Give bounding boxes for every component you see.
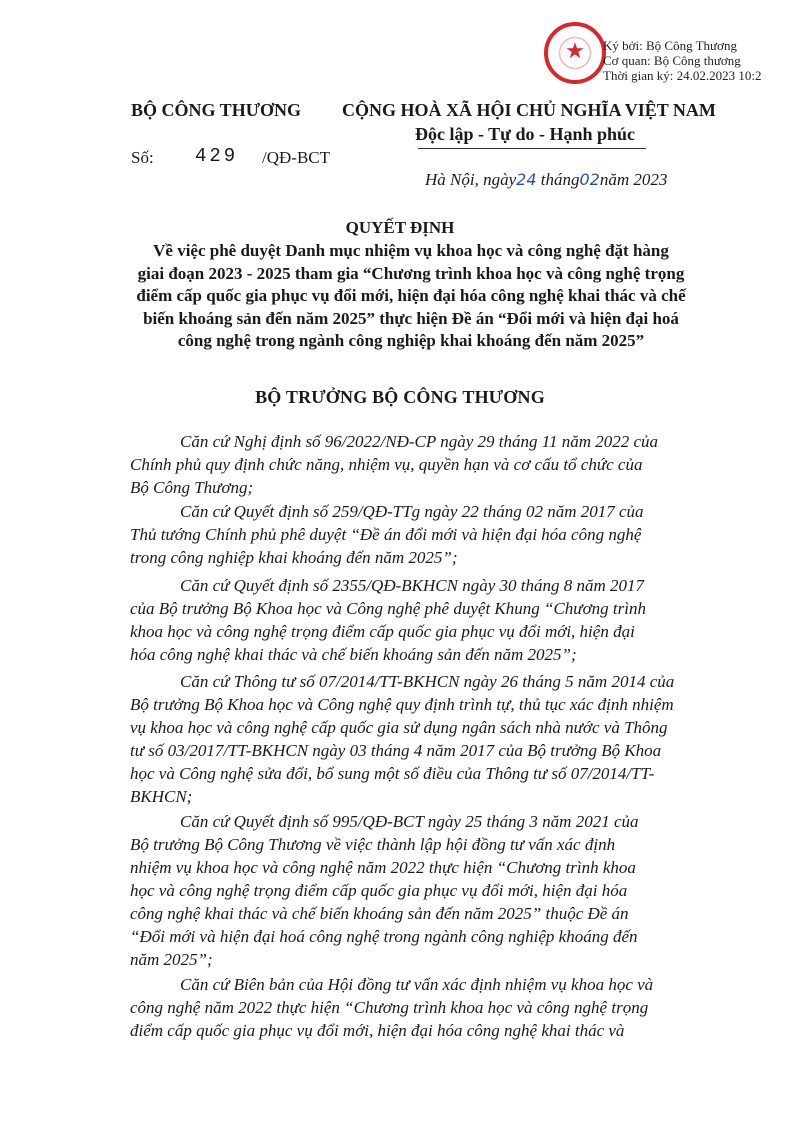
- paragraph-line: Bộ trưởng Bộ Công Thương về việc thành lập hội đồng tư vấn xác định: [130, 835, 616, 854]
- subject-line: biến khoáng sản đến năm 2025” thực hiện Đề án “Đổi mới và hiện đại hoá: [143, 308, 679, 328]
- date-day: 24: [516, 170, 537, 189]
- paragraph-line: của Bộ trưởng Bộ Khoa học và Công nghệ phê duyệt Khung “Chương trình: [130, 599, 646, 618]
- paragraph-first-line: Căn cứ Quyết định số 259/QĐ-TTg ngày 22 tháng 02 năm 2017 của: [180, 502, 644, 521]
- signature-agency: Cơ quan: Bộ Công thương: [603, 53, 741, 68]
- paragraph-first-line: Căn cứ Quyết định số 995/QĐ-BCT ngày 25 tháng 3 năm 2021 của: [180, 812, 639, 831]
- paragraph-line: “Đổi mới và hiện đại hoá công nghệ trong ngành công nghiệp khoáng đến: [130, 927, 638, 946]
- subject-line: công nghệ trong ngành công nghiệp khai khoáng đến năm 2025”: [177, 331, 645, 350]
- paragraph-line: Bộ Công Thương;: [130, 478, 254, 497]
- decision-title: QUYẾT ĐỊNH: [345, 218, 455, 237]
- paragraph-line: điểm cấp quốc gia phục vụ đổi mới, hiện đại hóa công nghệ khai thác và: [130, 1021, 625, 1040]
- paragraph-first-line: Căn cứ Thông tư số 07/2014/TT-BKHCN ngày 26 tháng 5 năm 2014 của: [180, 672, 675, 691]
- paragraph-line: năm 2025”;: [130, 950, 213, 969]
- paragraph-line: hóa công nghệ khai thác và chế biến khoáng sản đến năm 2025”;: [130, 645, 577, 664]
- paragraph-line: khoa học và công nghệ trọng điểm cấp quốc gia phục vụ đổi mới, hiện đại: [130, 622, 635, 641]
- paragraph-line: Chính phủ quy định chức năng, nhiệm vụ, quyền hạn và cơ cấu tổ chức của: [130, 455, 643, 474]
- document-number-label: Số:: [131, 148, 154, 167]
- signature-signed-by: Ký bởi: Bộ Công Thương: [603, 38, 737, 53]
- paragraph-line: nhiệm vụ khoa học và công nghệ năm 2022 thực hiện “Chương trình khoa: [130, 858, 636, 877]
- paragraph-line: trong công nghiệp khai khoáng đến năm 2025”;: [130, 548, 458, 567]
- paragraph-line: tư số 03/2017/TT-BKHCN ngày 03 tháng 4 năm 2017 của Bộ trưởng Bộ Khoa: [130, 741, 662, 760]
- date-year: năm 2023: [599, 170, 668, 189]
- paragraph-first-line: Căn cứ Biên bản của Hội đồng tư vấn xác định nhiệm vụ khoa học và: [180, 975, 654, 994]
- paragraph-line: BKHCN;: [130, 787, 193, 806]
- paragraph-line: công nghệ khai thác và chế biến khoáng sản đến năm 2025” thuộc Đề án: [130, 904, 629, 923]
- issuer-name: BỘ CÔNG THƯƠNG: [131, 100, 302, 120]
- issue-date: [425, 170, 667, 190]
- document-number-suffix: /QĐ-BCT: [262, 148, 330, 167]
- document-number: 429: [195, 145, 239, 167]
- country-name: CỘNG HOÀ XÃ HỘI CHỦ NGHĨA VIỆT NAM: [342, 100, 716, 120]
- paragraph-line: Bộ trưởng Bộ Khoa học và Công nghệ quy định trình tự, thủ tục xác định nhiệm: [130, 695, 674, 714]
- paragraph-first-line: Căn cứ Nghị định số 96/2022/NĐ-CP ngày 29 tháng 11 năm 2022 của: [180, 432, 659, 451]
- paragraph-line: vụ khoa học và công nghệ cấp quốc gia sử dụng ngân sách nhà nước và Thông: [130, 718, 668, 737]
- official-seal-icon: ★: [544, 22, 606, 84]
- date-month-label: tháng: [540, 170, 580, 189]
- paragraph-first-line: Căn cứ Quyết định số 2355/QĐ-BKHCN ngày 30 tháng 8 năm 2017: [180, 576, 644, 595]
- motto-underline: [418, 148, 646, 149]
- date-month: 02: [579, 170, 600, 189]
- subject-line: điểm cấp quốc gia phục vụ đổi mới, hiện đại hóa công nghệ khai thác và chế: [136, 286, 686, 305]
- date-prefix: Hà Nội, ngày: [425, 170, 517, 189]
- digital-signature-info: [603, 38, 762, 83]
- subject-line: giai đoạn 2023 - 2025 tham gia “Chương trình khoa học và công nghệ trọng: [137, 263, 685, 283]
- issuing-authority: BỘ TRƯỞNG BỘ CÔNG THƯƠNG: [255, 387, 545, 407]
- paragraph-line: học và công nghệ trọng điểm cấp quốc gia phục vụ đổi mới, hiện đại hóa: [130, 881, 628, 900]
- paragraph-line: Thủ tướng Chính phủ phê duyệt “Đề án đổi mới và hiện đại hóa công nghệ: [130, 525, 642, 544]
- paragraph-line: học và Công nghệ sửa đổi, bổ sung một số điều của Thông tư số 07/2014/TT-: [130, 764, 655, 783]
- paragraph-line: công nghệ năm 2022 thực hiện “Chương trình khoa học và công nghệ trọng: [130, 998, 649, 1017]
- subject-line: Về việc phê duyệt Danh mục nhiệm vụ khoa học và công nghệ đặt hàng: [153, 241, 669, 260]
- national-motto: Độc lập - Tự do - Hạnh phúc: [415, 124, 636, 144]
- signature-time: Thời gian ký: 24.02.2023 10:2: [603, 68, 762, 83]
- decision-subject: [130, 240, 692, 353]
